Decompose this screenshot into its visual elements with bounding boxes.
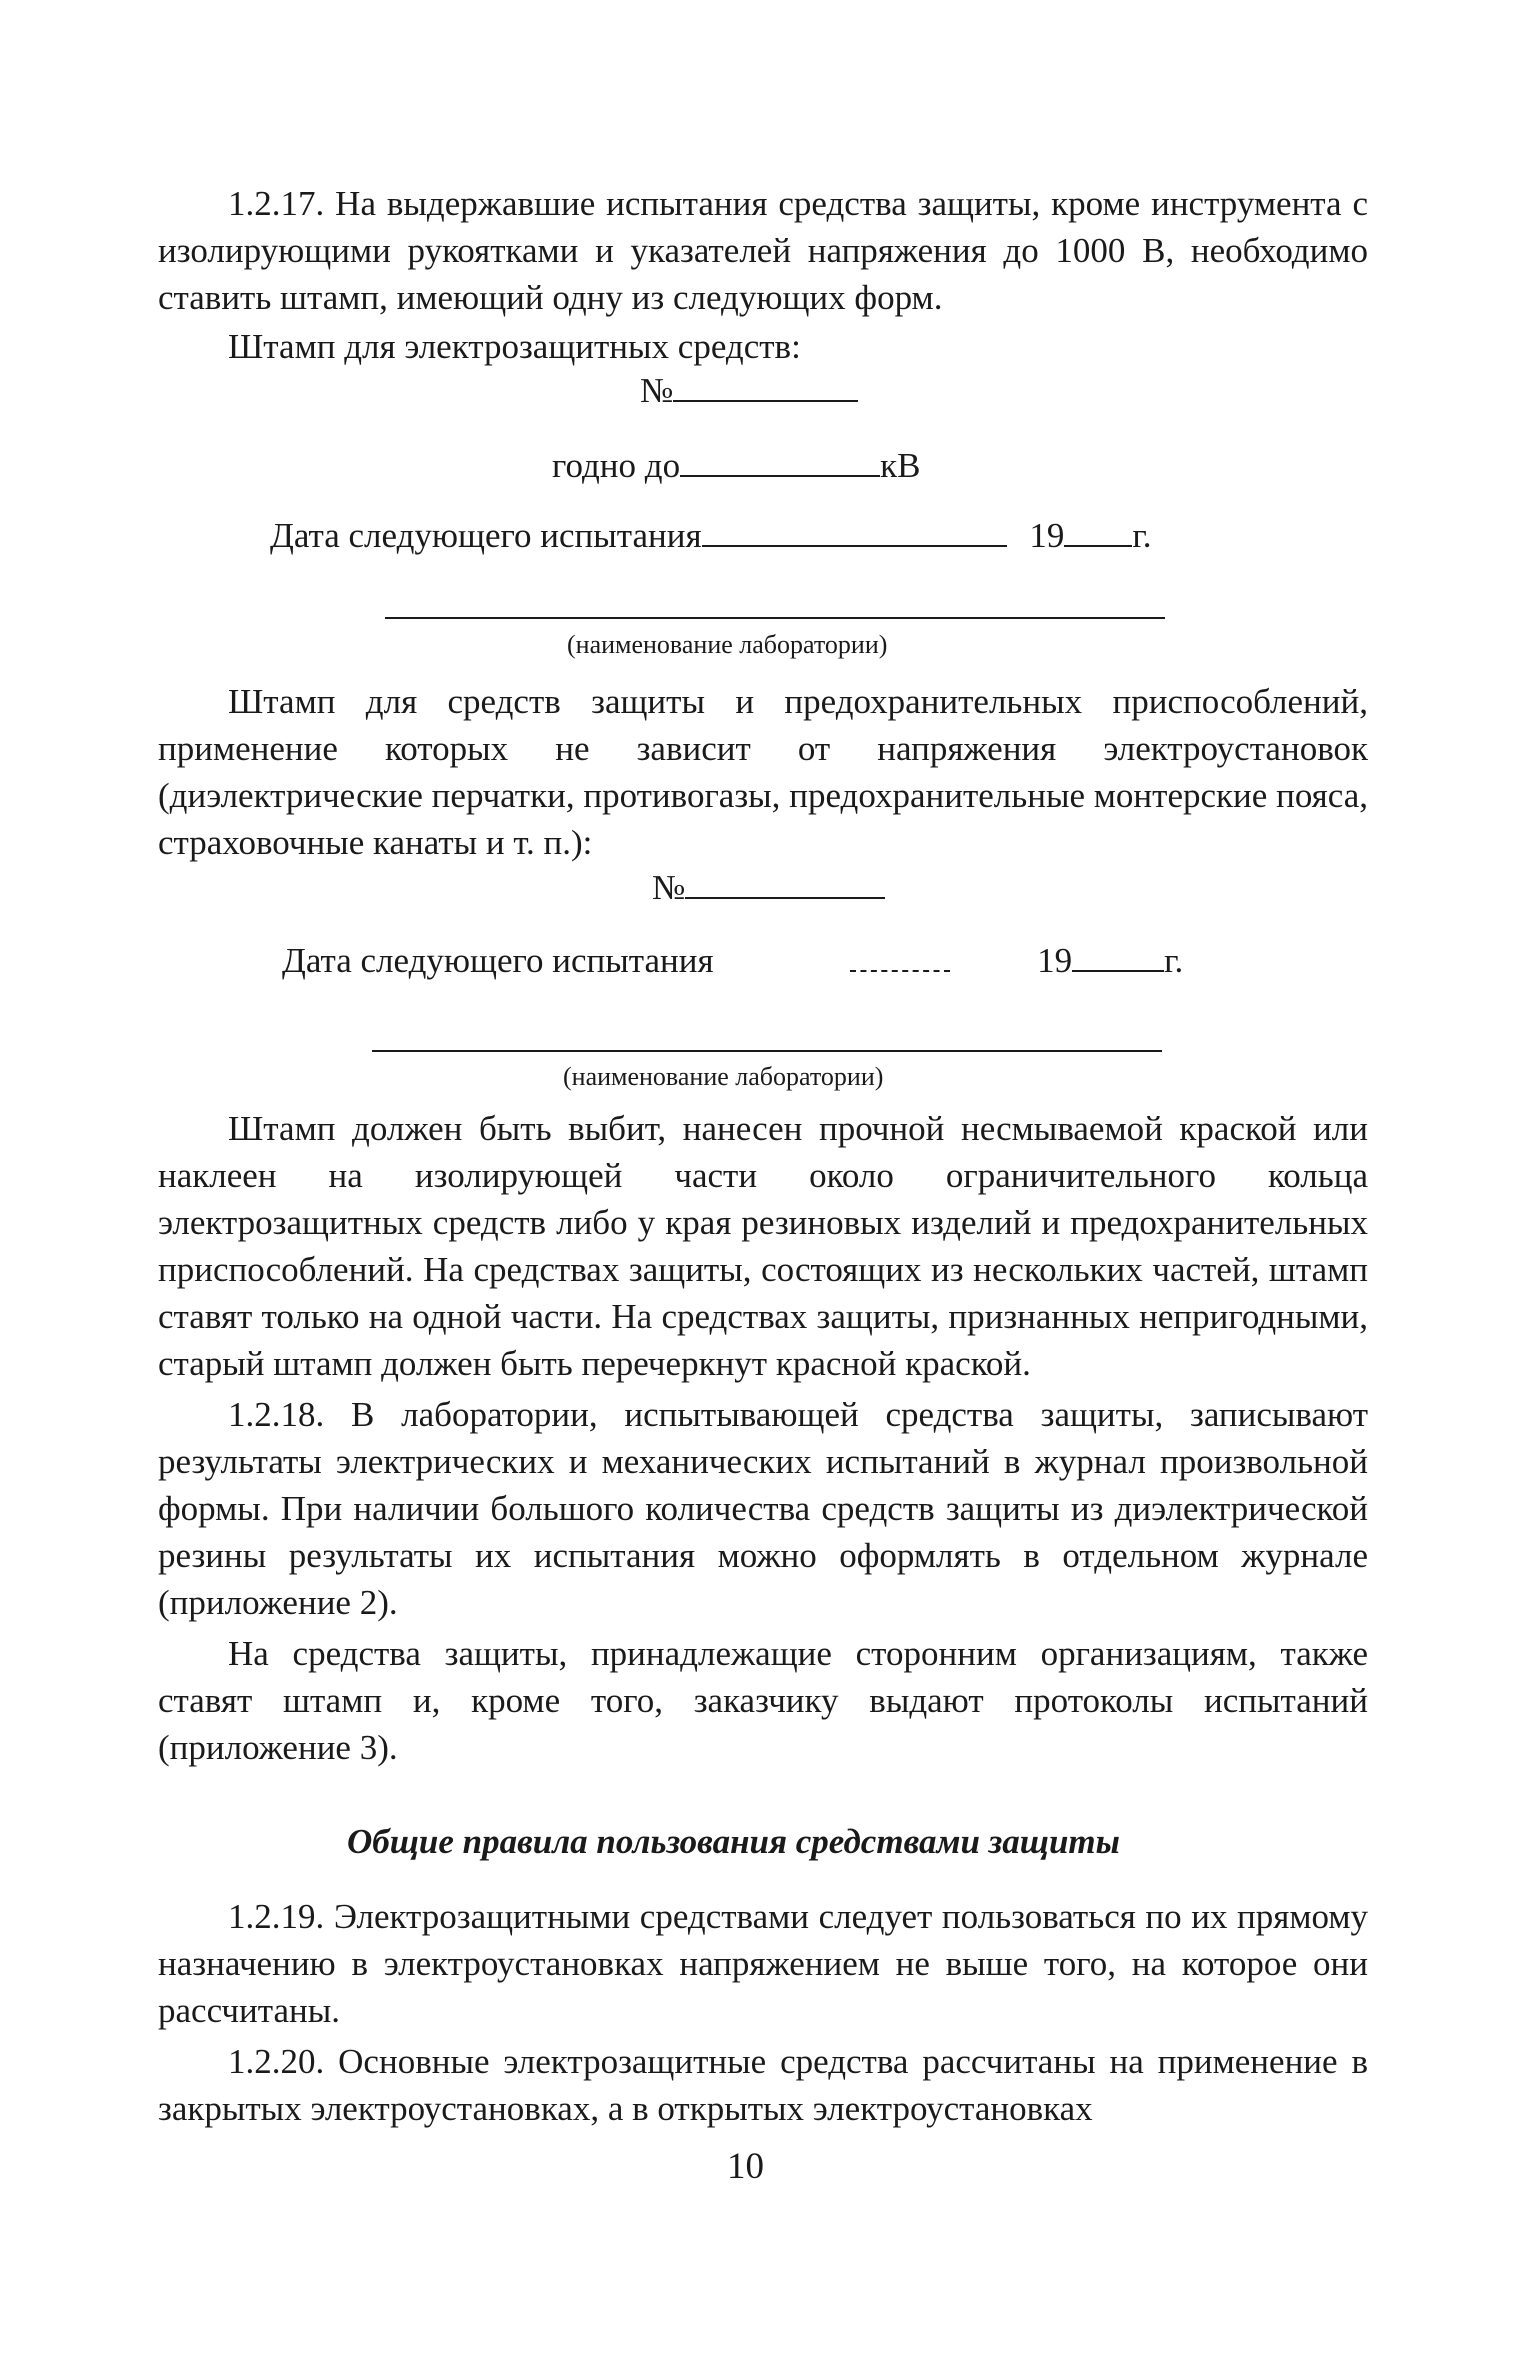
stamp2-year-suffix: г.	[1164, 941, 1184, 980]
stamp1-valid-label: годно до	[552, 446, 681, 485]
stamp2-year-prefix: 19	[1037, 941, 1073, 980]
stamp1-valid-blank	[680, 445, 880, 477]
stamp1-valid-line	[552, 445, 920, 486]
stamp2-date-blank	[850, 940, 950, 972]
stamp2-lab-rule	[372, 1050, 1162, 1052]
stamp1-number-label: №	[640, 371, 674, 410]
paragraph-1-2-17: 1.2.17. На выдержавшие испытания средства защиты, кроме инструмента с изолирующими рукоятками и указателей напряжения до 1000 В, необходимо ставить штамп, имеющий одну из следующих форм.	[158, 184, 1368, 317]
stamp1-date-label: Дата следующего испытания	[270, 516, 702, 555]
section-heading: Общие правила пользования средствами защиты	[347, 1822, 1120, 1861]
stamp1-year-suffix: г.	[1132, 516, 1152, 555]
stamp1-number-line	[640, 370, 858, 411]
stamp1-lab-rule	[385, 617, 1165, 619]
stamp1-unit: кВ	[880, 446, 921, 485]
paragraph-third-party: На средства защиты, принадлежащие сторонним организациям, также ставят штамп и, кроме того, заказчику выдают протоколы испытаний (приложение 3).	[158, 1634, 1368, 1767]
paragraph-1-2-20: 1.2.20. Основные электрозащитные средства рассчитаны на применение в закрытых электроустановках, а в открытых электроустановках	[158, 2042, 1368, 2128]
paragraph-1-2-19: 1.2.19. Электрозащитными средствами следует пользоваться по их прямому назначению в электроустановках напряжением не выше того, на которое они рассчитаны.	[158, 1897, 1368, 2030]
stamp1-year-blank	[1064, 515, 1132, 547]
stamp1-date-blank	[702, 515, 1007, 547]
page-number: 10	[727, 2146, 764, 2187]
stamp2-date-line	[282, 940, 1183, 981]
stamp2-intro: Штамп для средств защиты и предохранительных приспособлений, применение которых не зависит от напряжения электроустановок (диэлектрические перчатки, противогазы, предохранительные монтерские пояса, страховочные канаты и т. п.):	[158, 682, 1368, 862]
stamp2-year-blank	[1072, 940, 1164, 972]
stamp1-date-line	[270, 515, 1152, 556]
stamp2-caption: (наименование лаборатории)	[563, 1062, 884, 1091]
stamp2-date-label: Дата следующего испытания	[282, 941, 714, 980]
paragraph-stamp-rules: Штамп должен быть выбит, нанесен прочной несмываемой краской или наклеен на изолирующей части около ограничительного кольца электрозащитных средств либо у края резиновых изделий и предохранительных приспособлений. На средствах защиты, состоящих из нескольких частей, штамп ставят только на одной части. На средствах защиты, признанных непригодными, старый штамп должен быть перечеркнут красной краской.	[158, 1109, 1368, 1383]
stamp1-intro: Штамп для электрозащитных средств:	[228, 327, 801, 366]
stamp2-number-line	[652, 867, 885, 908]
paragraph-1-2-18: 1.2.18. В лаборатории, испытывающей средства защиты, записывают результаты электрических и механических испытаний в журнал произвольной формы. При наличии большого количества средств защиты из диэлектрической резины результаты их испытания можно оформлять в отдельном журнале (приложение 2).	[158, 1395, 1368, 1622]
stamp1-number-blank	[673, 370, 858, 402]
stamp1-caption: (наименование лаборатории)	[567, 630, 888, 659]
stamp2-number-blank	[685, 867, 885, 899]
stamp1-year-prefix: 19	[1029, 516, 1065, 555]
stamp2-number-label: №	[652, 868, 686, 907]
